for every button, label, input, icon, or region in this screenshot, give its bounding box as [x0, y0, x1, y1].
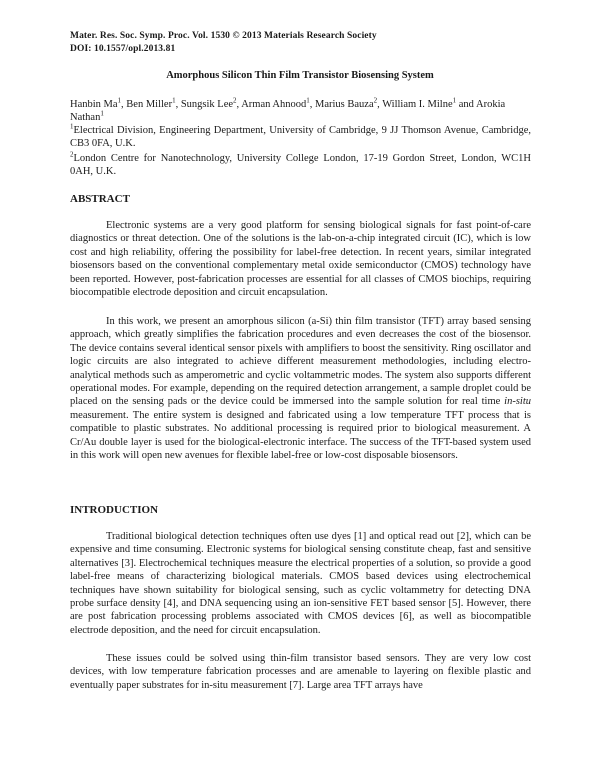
affiliation-text: Electrical Division, Engineering Department, University of Cambridge, 9 JJ Thomson Avenue, Cambridge, CB3 0FA, U.K. [70, 125, 531, 150]
paper-title: Amorphous Silicon Thin Film Transistor Biosensing System [166, 70, 434, 81]
author-affiliation-mark: 2 [373, 96, 378, 105]
abstract-text-2a: In this work, we present an amorphous silicon (a-Si) thin film transistor (TFT) array based sensing approach, which greatly simplifies the fabrication procedures and even decreases the cost of the biosensor. The device contains several identical sensor pixels with amplifiers to boost the sensitivity. Ring oscillator and logic circuits are also integrated to achieve different measurement methodologies, including electro-analytical methods such as amperometric and cyclic voltammetric modes. The system also supports different operational modes. For example, depending on the required detection arrangement, a sample droplet could be placed on the sensing pads or the device could be immersed into the sample solution for real time [70, 316, 531, 408]
affiliation-number: 1 [70, 122, 74, 131]
abstract-heading: ABSTRACT [70, 193, 130, 205]
abstract-paragraph-1 [70, 219, 531, 299]
doi-line: DOI: 10.1557/opl.2013.81 [70, 44, 176, 54]
author-name: Arman Ahnood [241, 99, 307, 110]
author-affiliation-mark: 1 [172, 96, 176, 105]
intro-text-2: These issues could be solved using thin-film transistor based sensors. They are very low cost devices, with low temperature fabrication processes and are amenable to layering on flexible plastic and eventually paper substrates for in-situ measurement [7]. Large area TFT arrays have [70, 653, 531, 691]
author-name: Marius Bauza [315, 99, 374, 110]
abstract-paragraph-2 [70, 315, 531, 462]
abstract-italic-term: in-situ [504, 396, 531, 408]
affiliation-1 [70, 124, 531, 151]
author-affiliation-mark: 1 [100, 109, 104, 118]
author-affiliation-mark: 1 [452, 96, 457, 105]
intro-paragraph-2 [70, 652, 531, 692]
author-affiliation-mark: 1 [306, 96, 310, 105]
abstract-text-2b: measurement. The entire system is designed and fabricated using a low temperature TFT process that is compatible to plastic substrates. No additional processing is required prior to biological measurement. A Cr/Au double layer is used for the biological-electronic interface. The success of the TFT-based system used in this work will open new avenues for flexible label-free or low-cost disposable biosensors. [70, 409, 531, 462]
intro-paragraph-1 [70, 530, 531, 637]
author-list: Hanbin Ma$^1$, Ben Miller$^1$, Sungsik Lee$^2$, Arman Ahnood$^1$, Marius Bauza$^2$, William I. Milne$^1$ and Arokia Nathan$^1$ [70, 96, 506, 124]
abstract-text-1: Electronic systems are a very good platform for sensing biological signals for fast point-of-care diagnostics or threat detection. One of the solutions is the lab-on-a-chip integrated circuit (IC), which is low cost and high reliability, offering the possibility for label-free detection. In recent years, similar integrated biosensors based on the conventional complementary metal oxide semiconductor (CMOS) technology have been reported. However, post-fabrication processes are essential for all classes of CMOS biochips, requiring biocompatible electrode deposition and circuit encapsulation. [70, 220, 531, 299]
introduction-heading: INTRODUCTION [70, 504, 159, 516]
intro-text-1: Traditional biological detection techniques often use dyes [1] and optical read out [2], which can be expensive and time consuming. Electronic systems for biological sensing constitute cheap, fast and sensitive alternatives [3]. Electrochemical techniques measure the electrical properties of a solution, so provide a good label-free means of characterizing biological materials. CMOS based devices using electrochemical techniques have shown suitability for biological sensing, such as cyclic voltammetry for detecting DNA probe surface density [4], and DNA sequencing using an ion-sensitive FET based sensor [5]. However, there are post fabrication processing problems associated with CMOS devices [6], as well as biocompatible electrode deposition, and the need for circuit encapsulation. [70, 531, 531, 636]
author-name: Arokia Nathan [70, 99, 506, 124]
author-name: Hanbin Ma [70, 99, 118, 110]
author-affiliation-mark: 1 [117, 96, 122, 105]
affiliation-number: 2 [70, 150, 74, 159]
affiliation-2 [70, 152, 531, 179]
author-name: William I. Milne [382, 99, 453, 110]
affiliation-text: London Centre for Nanotechnology, University College London, 17-19 Gordon Street, London, WC1H 0AH, U.K. [70, 153, 531, 178]
author-affiliation-mark: 2 [233, 96, 237, 105]
author-name: Sungsik Lee [180, 99, 234, 110]
author-name: Ben Miller [126, 99, 173, 110]
citation-line: Mater. Res. Soc. Symp. Proc. Vol. 1530 © 2013 Materials Research Society [70, 31, 377, 41]
